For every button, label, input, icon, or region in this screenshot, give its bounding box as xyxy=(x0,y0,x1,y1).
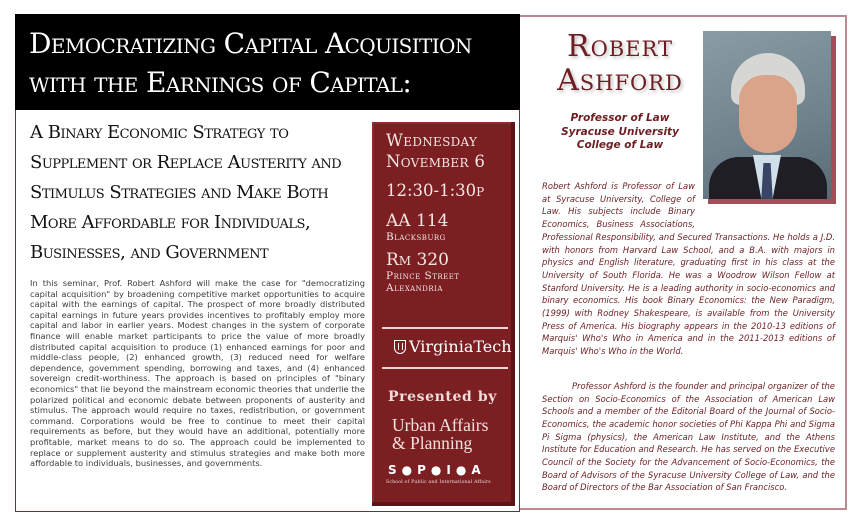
speaker-bio xyxy=(542,180,835,494)
subtitle-line: Stimulus Strategies and Make Both xyxy=(30,182,329,203)
photo-wrap-spacer xyxy=(695,180,835,220)
event-place-2a: Prince Street xyxy=(386,270,460,282)
position-line: Syracuse University xyxy=(561,125,679,138)
subtitle-line: A Binary Economic Strategy to xyxy=(30,122,289,143)
position-line: College of Law xyxy=(576,139,664,151)
presenter-name xyxy=(392,416,488,452)
speaker-photo xyxy=(703,31,831,199)
divider xyxy=(382,327,508,329)
virginia-tech-logo xyxy=(394,337,512,356)
subtitle-line: Businesses, and Government xyxy=(30,242,269,263)
event-date: November 6 xyxy=(386,152,486,171)
event-place-1: Blacksburg xyxy=(386,231,446,243)
title-line-2: with the Earnings of Capital: xyxy=(29,66,412,99)
title-line-1: Democratizing Capital Acquisition xyxy=(29,27,472,60)
title-banner xyxy=(15,14,520,110)
spia-logo: S●P●I●A xyxy=(388,463,486,477)
vt-shield-icon xyxy=(394,340,406,354)
position-line: Professor of Law xyxy=(570,112,670,124)
subtitle xyxy=(30,118,365,268)
speaker-first-name: Robert xyxy=(566,29,673,64)
divider xyxy=(382,367,508,369)
photo-face xyxy=(739,75,797,153)
event-room-2: Rm 320 xyxy=(386,250,449,270)
event-details-box xyxy=(372,122,515,506)
speaker-name xyxy=(545,30,695,98)
vt-logo-text: VirginiaTech xyxy=(409,337,512,356)
subtitle-line: More Affordable for Individuals, xyxy=(30,212,311,233)
spia-full-name: School of Public and International Affairs xyxy=(386,480,491,485)
presenter-line-2: & Planning xyxy=(392,433,473,453)
speaker-position xyxy=(545,112,695,153)
event-time: 12:30-1:30p xyxy=(386,181,485,200)
bio-paragraph-1: Robert Ashford is Professor of Law at Syracuse University, College of Law. His subjects include Binary Economics, Business Associations, Professional Responsibility, and Secured Transactions. He holds a J.D. with honors from Harvard Law School, and a B.A. with majors in physics and English literature, graduating first in his class at the University of South Florida. He was a Woodrow Wilson Fellow at Stanford University. He is a leading authority in socio-economics and binary economics. His book Binary Economics: the New Paradigm, (1999) with Rodney Shakespeare, is available from the University Press of America. His biography appears in the 2010-13 editions of Marquis' Who's Who in America and in the 2011-2013 editions of Marquis' Who's Who in the World. xyxy=(542,181,835,357)
subtitle-line: Supplement or Replace Austerity and xyxy=(30,152,342,173)
event-room-1: AA 114 xyxy=(386,211,449,231)
seminar-abstract: In this seminar, Prof. Robert Ashford will make the case for "democratizing capital acquisition" by broadening competitive market opportunities to acquire capital with the earnings of capital. The prospect of more broadly distributed capital earnings in future years provides incentives to profitably employ more capital and labor in earlier years. Modest changes in the system of corporate finance will enable market participants to price the value of more broadly distributed capital acquisition to produce (1) enhanced earnings for poor and middle-class people, (2) enhanced growth, (3) reduced need for welfare dependence, government spending, borrowing and taxes, and (4) enhanced sovereign credit-worthiness. The approach is based on principles of "binary economics" that lie beyond the mainstream economic theories that underlie the polarized political and economic debate between proponents of austerity and stimulus. The approach would require no taxes, redistribution, or government command. Corporations would be free to continue to meet their capital requirements as before, but they would have an additional, potentially more profitable, market means to do so. The approach could be implemented to replace or supplement austerity and stimulus strategies and make both more affordable to individuals, businesses, and governments. xyxy=(30,278,365,469)
bio-paragraph-2: Professor Ashford is the founder and principal organizer of the Section on Socio-Economics of the Association of American Law Schools and a member of the Editorial Board of the Journal of Socio-Economics, the academic honor societies of Phi Kappa Phi and Sigma Pi Sigma (physics), the American Law Institute, and the Athens Institute for Education and Research. He has served on the Executive Council of the Society for the Advancement of Socio-Economics, the Board of Advisors of the Syracuse University College of Law, and the Board of Directors of the Bar Association of San Francisco. xyxy=(542,380,835,493)
event-day: Wednesday xyxy=(386,131,478,150)
speaker-last-name: Ashford xyxy=(557,63,683,98)
presented-by-label: Presented by xyxy=(388,389,497,405)
presenter-line-1: Urban Affairs xyxy=(392,415,489,435)
event-place-2b: Alexandria xyxy=(386,282,443,294)
